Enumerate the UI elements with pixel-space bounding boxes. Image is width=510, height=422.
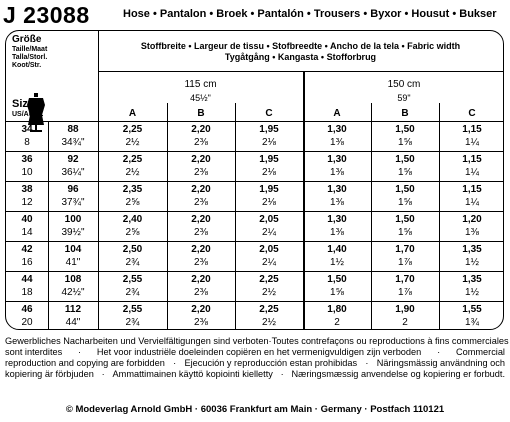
yardage-metre: 1,50 xyxy=(395,154,415,165)
yardage-yard: 2 xyxy=(334,317,340,328)
width-115-in: 45½" xyxy=(190,93,211,103)
row-divider xyxy=(6,211,504,212)
notice-line: kopiering är förbjuden · Ammattimainen käyttö kopiointi kielletty · Næringsmæssig anvendelse og kopiering er forbudt. xyxy=(5,369,505,379)
yardage-metre: 1,40 xyxy=(327,244,347,255)
yardage-metre: 1,70 xyxy=(395,274,415,285)
yardage-yard: 1½ xyxy=(465,257,479,268)
yardage-yard: 1⅜ xyxy=(330,197,344,208)
yardage-yard: 2⅜ xyxy=(194,257,208,268)
us-size-value: 8 xyxy=(24,137,30,148)
yardage-metre: 1,95 xyxy=(259,124,279,135)
yardage-metre: 1,95 xyxy=(259,154,279,165)
hip-inch-value: 36¼" xyxy=(61,167,85,178)
yardage-metre: 2,20 xyxy=(191,124,211,135)
column-divider xyxy=(371,103,372,330)
yardage-yard: 2½ xyxy=(125,167,140,178)
yardage-metre: 2,25 xyxy=(122,124,143,135)
yardage-yard: 1⅝ xyxy=(398,167,412,178)
size-label-es: Talla/Storl. xyxy=(12,54,48,61)
yardage-yard: 2⅜ xyxy=(194,287,208,298)
yardage-yard: 2⅛ xyxy=(262,197,276,208)
yardage-metre: 1,90 xyxy=(395,304,415,315)
width-115-cm: 115 cm xyxy=(184,79,217,90)
yardage-metre: 2,40 xyxy=(122,214,143,225)
us-size-value: 12 xyxy=(21,197,33,208)
yardage-table xyxy=(5,30,504,330)
divider-title xyxy=(98,71,504,72)
yardage-metre: 1,50 xyxy=(395,124,415,135)
yardage-metre: 2,20 xyxy=(191,184,211,195)
notice-line: Gewerbliches Nacharbeiten und Vervielfältigungen sind verboten · Toutes contrefaçons ou reproductions à fins commerciales xyxy=(5,336,509,346)
hip-inch-value: 44" xyxy=(65,317,81,328)
us-size-value: 10 xyxy=(21,167,33,178)
yardage-metre: 2,55 xyxy=(122,274,143,285)
yardage-metre: 1,15 xyxy=(462,184,482,195)
size-value: 40 xyxy=(21,214,33,225)
view-header-c: C xyxy=(468,108,476,119)
row-divider xyxy=(6,241,504,242)
yardage-yard: 1¼ xyxy=(465,167,479,178)
yardage-metre: 1,50 xyxy=(395,214,415,225)
width-150-cm: 150 cm xyxy=(387,79,421,90)
yardage-yard: 1⅜ xyxy=(330,137,344,148)
yardage-metre: 1,20 xyxy=(462,214,482,225)
size-title: Size xyxy=(12,98,35,110)
hip-cm-value: 88 xyxy=(67,124,79,135)
notice-line: sont interdites · Het voor industriële doeleinden copiëren en het vermenigvuldigen zijn verboden · Commercial xyxy=(5,347,505,357)
view-header-a: A xyxy=(128,108,137,119)
column-divider xyxy=(235,103,236,330)
publisher-address: © Modeverlag Arnold GmbH · 60036 Frankfurt am Main · Germany · Postfach 110121 xyxy=(65,404,445,415)
yardage-metre: 1,50 xyxy=(395,184,415,195)
notice-line: reproduction and copying are forbidden · Ejecución y reproducción estan prohibidas · Näringsmässig användning och xyxy=(5,358,505,368)
hip-inch-value: 41" xyxy=(65,257,81,268)
us-size-label: US/Austr. xyxy=(12,111,44,118)
yardage-metre: 2,20 xyxy=(191,274,211,285)
size-value: 44 xyxy=(21,274,33,285)
yardage-metre: 1,30 xyxy=(327,124,347,135)
copyright-notice xyxy=(5,336,509,380)
column-divider xyxy=(167,103,168,330)
garment-name-languages: Hose • Pantalon • Broek • Pantalón • Trousers • Byxor • Housut • Bukser xyxy=(123,8,497,20)
yardage-yard: 1⅝ xyxy=(398,197,412,208)
yardage-yard: 2⅛ xyxy=(262,137,276,148)
yardage-yard: 2⅜ xyxy=(194,167,208,178)
view-header-b: B xyxy=(197,108,205,119)
hip-inch-value: 39½" xyxy=(61,227,85,238)
yardage-metre: 1,55 xyxy=(462,304,482,315)
divider-header xyxy=(6,121,504,122)
yardage-yard: 2½ xyxy=(125,137,140,148)
column-divider xyxy=(439,103,440,330)
row-divider xyxy=(6,271,504,272)
yardage-metre: 2,55 xyxy=(122,304,143,315)
yardage-metre: 2,50 xyxy=(122,244,143,255)
divider-size-col xyxy=(48,121,49,330)
yardage-metre: 1,15 xyxy=(462,124,482,135)
yardage-yard: 2⅛ xyxy=(262,167,276,178)
hip-cm-value: 100 xyxy=(64,214,82,225)
yardage-metre: 2,20 xyxy=(191,154,211,165)
yardage-yard: 1⅞ xyxy=(398,257,412,268)
fabric-width-title-2: Tygåtgång • Kangasta • Stofforbrug xyxy=(224,52,377,62)
us-size-value: 16 xyxy=(21,257,33,268)
yardage-metre: 1,30 xyxy=(327,184,347,195)
size-value: 34 xyxy=(21,124,33,135)
yardage-yard: 1¼ xyxy=(465,197,479,208)
size-header xyxy=(6,31,98,121)
yardage-yard: 1½ xyxy=(465,287,479,298)
yardage-yard: 2⅜ xyxy=(194,137,208,148)
yardage-yard: 1⅝ xyxy=(398,137,412,148)
yardage-metre: 2,05 xyxy=(259,214,279,225)
hip-inch-value: 34¾" xyxy=(61,137,85,148)
divider-width-groups xyxy=(303,71,305,330)
size-label-fr: Taille/Maat xyxy=(12,46,48,53)
yardage-yard: 2⅜ xyxy=(194,197,208,208)
yardage-metre: 1,30 xyxy=(327,214,347,225)
yardage-yard: 2 xyxy=(402,317,408,328)
yardage-yard: 2¼ xyxy=(262,257,276,268)
size-value: 46 xyxy=(21,304,33,315)
yardage-yard: 2¾ xyxy=(125,317,140,328)
row-divider xyxy=(6,301,504,302)
yardage-yard: 1¼ xyxy=(465,137,479,148)
yardage-metre: 1,95 xyxy=(259,184,279,195)
hip-cm-value: 92 xyxy=(67,154,79,165)
yardage-metre: 2,35 xyxy=(122,184,143,195)
yardage-yard: 2¼ xyxy=(262,227,276,238)
size-value: 36 xyxy=(21,154,33,165)
hip-cm-value: 96 xyxy=(67,184,79,195)
yardage-metre: 1,80 xyxy=(327,304,347,315)
size-value: 38 xyxy=(21,184,33,195)
yardage-metre: 2,05 xyxy=(259,244,279,255)
view-header-a: A xyxy=(333,108,341,119)
yardage-yard: 1⅞ xyxy=(398,287,412,298)
width-150-in: 59" xyxy=(397,93,411,103)
yardage-yard: 2⅜ xyxy=(194,317,208,328)
yardage-metre: 2,20 xyxy=(191,214,211,225)
yardage-yard: 1⅝ xyxy=(330,287,344,298)
hip-cm-value: 108 xyxy=(64,274,82,285)
yardage-metre: 1,50 xyxy=(327,274,347,285)
us-size-value: 14 xyxy=(21,227,33,238)
yardage-metre: 2,25 xyxy=(259,304,279,315)
us-size-value: 18 xyxy=(21,287,33,298)
yardage-yard: 1⅜ xyxy=(330,167,344,178)
fabric-width-title: Stoffbreite • Largeur de tissu • Stofbreedte • Ancho de la tela • Fabric width xyxy=(140,41,461,51)
yardage-yard: 2⅜ xyxy=(194,227,208,238)
size-label-fi: Koot/Str. xyxy=(12,62,42,69)
yardage-yard: 2½ xyxy=(262,317,276,328)
yardage-metre: 2,25 xyxy=(259,274,279,285)
yardage-yard: 2⅝ xyxy=(125,227,140,238)
yardage-yard: 1⅜ xyxy=(465,227,479,238)
view-header-c: C xyxy=(265,108,273,119)
page-header xyxy=(0,0,510,30)
size-value: 42 xyxy=(21,244,33,255)
yardage-yard: 1⅝ xyxy=(398,227,412,238)
yardage-metre: 2,20 xyxy=(191,244,211,255)
view-header-b: B xyxy=(401,108,409,119)
hip-inch-value: 37¾" xyxy=(61,197,85,208)
yardage-yard: 1¾ xyxy=(465,317,479,328)
hip-inch-value: 42½" xyxy=(61,287,85,298)
yardage-yard: 2⅝ xyxy=(125,197,140,208)
row-divider xyxy=(6,151,504,152)
yardage-yard: 1⅜ xyxy=(330,227,344,238)
yardage-yard: 1½ xyxy=(330,257,344,268)
hip-cm-value: 112 xyxy=(64,304,82,315)
yardage-metre: 2,25 xyxy=(122,154,143,165)
pattern-number: J 23088 xyxy=(3,2,90,28)
yardage-metre: 1,35 xyxy=(462,274,482,285)
yardage-metre: 2,20 xyxy=(191,304,211,315)
yardage-metre: 1,30 xyxy=(327,154,347,165)
us-size-value: 20 xyxy=(21,317,33,328)
yardage-yard: 2½ xyxy=(262,287,276,298)
hip-cm-value: 104 xyxy=(64,244,82,255)
yardage-metre: 1,70 xyxy=(395,244,415,255)
yardage-yard: 2¾ xyxy=(125,287,140,298)
size-label-de: Größe xyxy=(12,34,42,45)
yardage-metre: 1,35 xyxy=(462,244,482,255)
yardage-metre: 1,15 xyxy=(462,154,482,165)
row-divider xyxy=(6,181,504,182)
yardage-yard: 2¾ xyxy=(125,257,140,268)
